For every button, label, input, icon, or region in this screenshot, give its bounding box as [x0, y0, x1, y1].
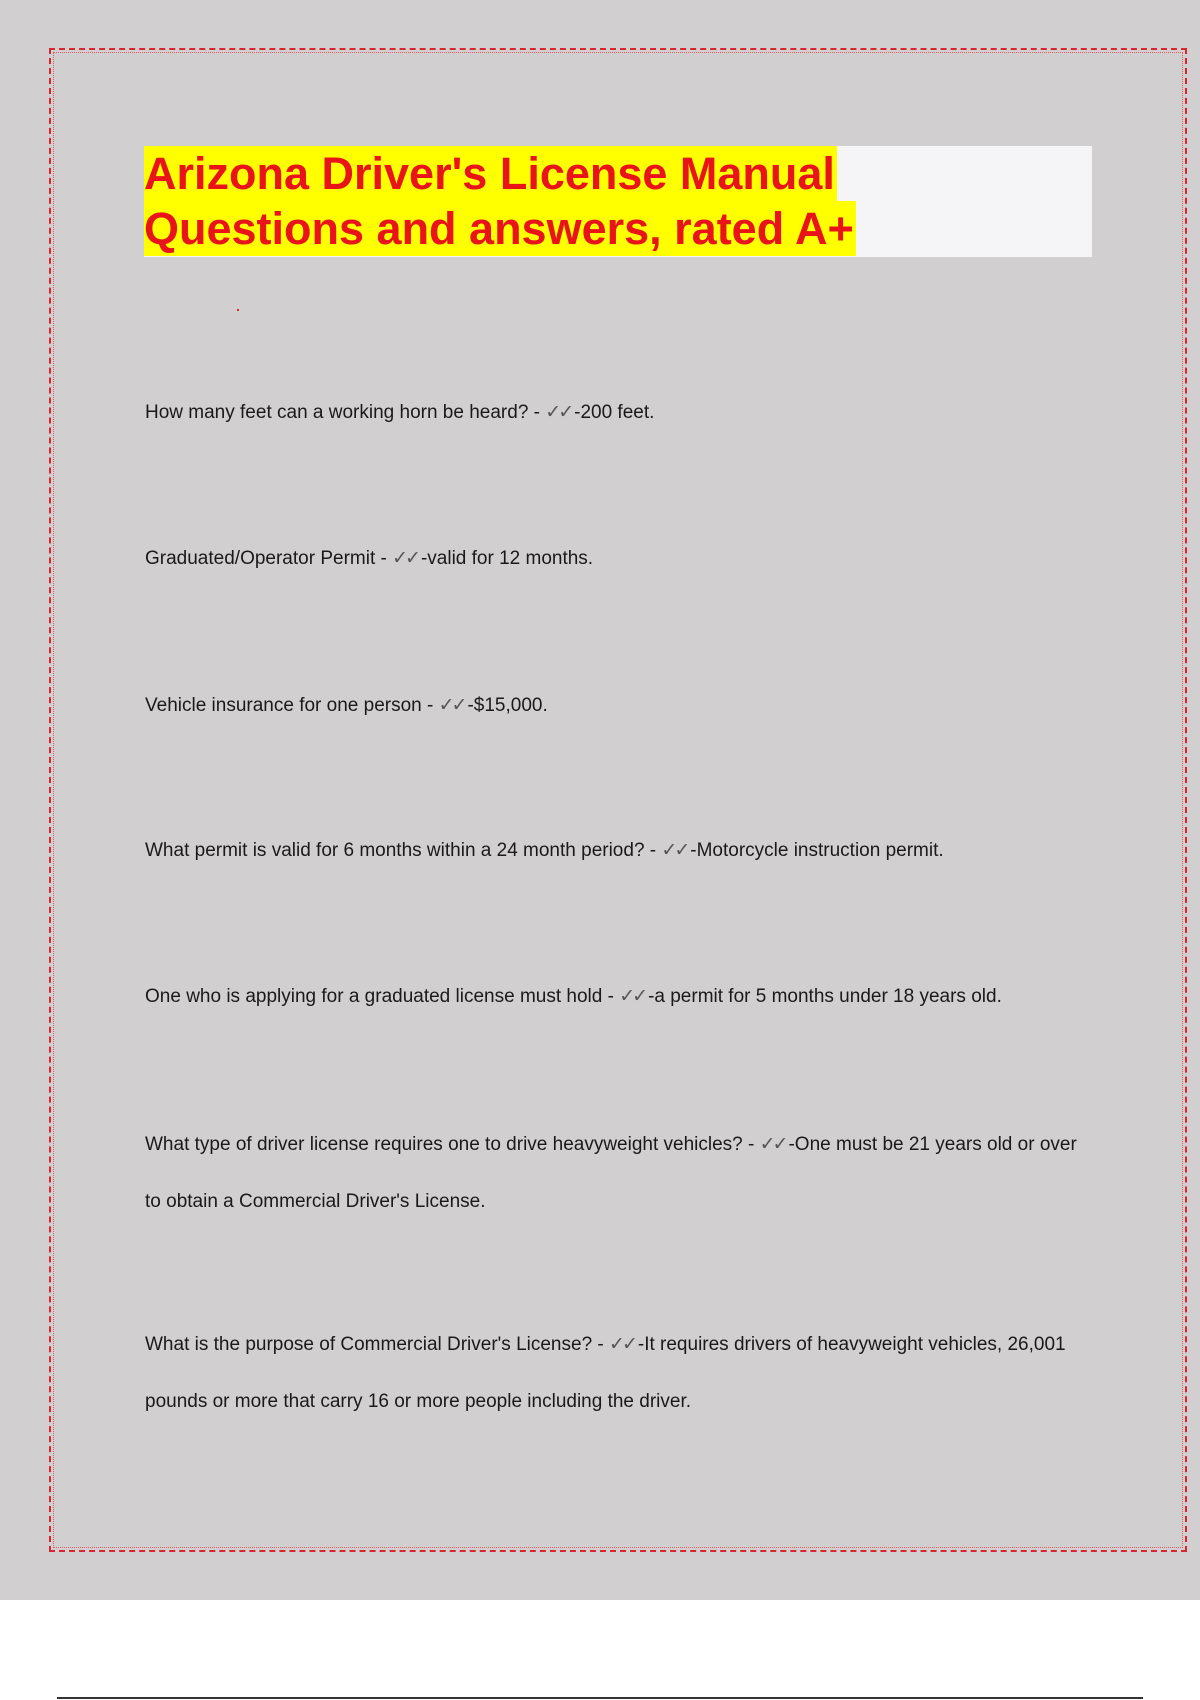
qa-item-2	[145, 530, 1095, 587]
qa-item-5	[145, 968, 1095, 1025]
qa-item-3	[145, 677, 1095, 734]
next-page-preview	[50, 1600, 1150, 1700]
qa-question: Vehicle insurance for one person -	[145, 695, 434, 716]
stray-dot	[237, 309, 239, 311]
qa-question: What permit is valid for 6 months within a 24 month period? -	[145, 840, 657, 861]
qa-answer: -One must be 21 years old or over to obtain a Commercial Driver's License.	[145, 1134, 1077, 1212]
qa-item-7	[145, 1316, 1095, 1430]
qa-item-6	[145, 1116, 1095, 1230]
checkmark-icon: ✓✓	[392, 547, 418, 569]
qa-question: What is the purpose of Commercial Driver's License? -	[145, 1334, 604, 1355]
qa-question: Graduated/Operator Permit -	[145, 548, 387, 569]
checkmark-icon: ✓✓	[545, 401, 572, 423]
checkmark-icon: ✓✓	[619, 985, 646, 1007]
document-title-line-2: Questions and answers, rated A+	[144, 203, 854, 254]
qa-question: One who is applying for a graduated license must hold -	[145, 986, 614, 1007]
qa-item-4	[145, 822, 1095, 879]
qa-answer: -$15,000.	[467, 695, 548, 716]
qa-question: How many feet can a working horn be heard? -	[145, 402, 540, 423]
qa-answer: -200 feet.	[574, 402, 655, 423]
checkmark-icon: ✓✓	[661, 839, 688, 861]
qa-item-1	[145, 384, 1095, 441]
qa-question: What type of driver license requires one to drive heavyweight vehicles? -	[145, 1134, 755, 1155]
checkmark-icon: ✓✓	[759, 1133, 786, 1155]
next-page-rule	[57, 1697, 1143, 1699]
checkmark-icon: ✓✓	[609, 1333, 635, 1355]
qa-answer: -a permit for 5 months under 18 years old.	[648, 986, 1002, 1007]
document-title-line-1: Arizona Driver's License Manual	[144, 148, 835, 199]
checkmark-icon: ✓✓	[438, 694, 465, 716]
qa-answer: -It requires drivers of heavyweight vehicles, 26,001 pounds or more that carry 16 or more people including the driver.	[145, 1334, 1066, 1412]
qa-answer: -Motorcycle instruction permit.	[690, 840, 944, 861]
qa-answer: -valid for 12 months.	[420, 548, 594, 569]
